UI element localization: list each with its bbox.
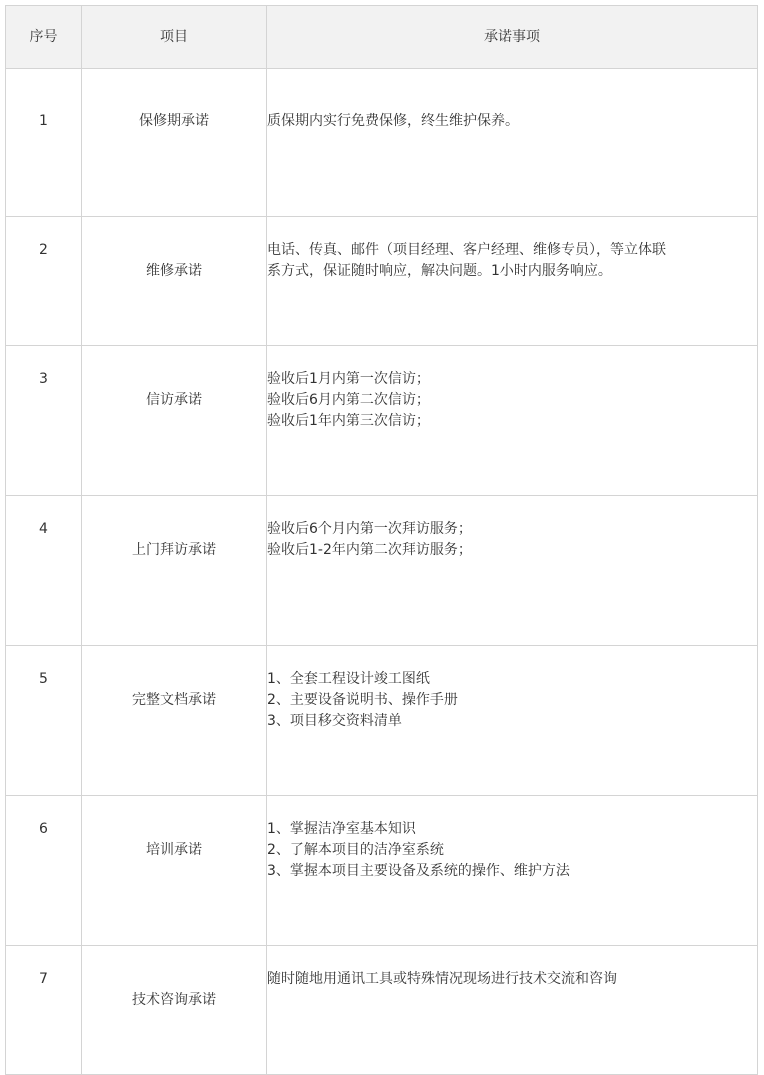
detail-line: 质保期内实行免费保修，终生维护保养。 bbox=[267, 113, 519, 129]
service-commitment-table bbox=[5, 5, 758, 1075]
detail-line: 电话、传真、邮件（项目经理、客户经理、维修专员），等立体联 bbox=[267, 242, 666, 258]
detail-line: 2、主要设备说明书、操作手册 bbox=[267, 692, 458, 708]
detail-line: 验收后6月内第二次信访； bbox=[267, 392, 430, 408]
detail-line: 验收后6个月内第一次拜访服务； bbox=[267, 521, 472, 537]
detail-line: 1、掌握洁净室基本知识 bbox=[267, 821, 416, 837]
detail-line: 2、了解本项目的洁净室系统 bbox=[267, 842, 444, 858]
row-item: 完整文档承诺 bbox=[82, 646, 267, 796]
detail-line: 验收后1月内第一次信访； bbox=[267, 371, 430, 387]
table-row bbox=[6, 796, 758, 946]
row-detail bbox=[267, 496, 758, 646]
detail-line: 随时随地用通讯工具或特殊情况现场进行技术交流和咨询 bbox=[267, 971, 617, 987]
header-detail: 承诺事项 bbox=[267, 6, 758, 69]
row-number: 7 bbox=[6, 946, 82, 1075]
row-item: 培训承诺 bbox=[82, 796, 267, 946]
header-number: 序号 bbox=[6, 6, 82, 69]
row-item: 保修期承诺 bbox=[82, 69, 267, 217]
detail-line: 1、全套工程设计竣工图纸 bbox=[267, 671, 430, 687]
row-number: 1 bbox=[6, 69, 82, 217]
row-number: 4 bbox=[6, 496, 82, 646]
row-detail bbox=[267, 69, 758, 217]
table-row bbox=[6, 946, 758, 1075]
row-detail bbox=[267, 217, 758, 346]
row-item: 技术咨询承诺 bbox=[82, 946, 267, 1075]
table-row bbox=[6, 217, 758, 346]
row-detail bbox=[267, 646, 758, 796]
row-item: 上门拜访承诺 bbox=[82, 496, 267, 646]
row-item: 信访承诺 bbox=[82, 346, 267, 496]
detail-line: 系方式，保证随时响应，解决问题。1小时内服务响应。 bbox=[267, 263, 612, 279]
header-row bbox=[6, 6, 758, 69]
detail-line: 3、项目移交资料清单 bbox=[267, 713, 402, 729]
table-row bbox=[6, 346, 758, 496]
row-number: 6 bbox=[6, 796, 82, 946]
table-body bbox=[6, 69, 758, 1075]
row-number: 2 bbox=[6, 217, 82, 346]
table-row bbox=[6, 69, 758, 217]
table-header bbox=[6, 6, 758, 69]
detail-line: 验收后1-2年内第二次拜访服务； bbox=[267, 542, 472, 558]
row-number: 3 bbox=[6, 346, 82, 496]
row-detail bbox=[267, 796, 758, 946]
header-item: 项目 bbox=[82, 6, 267, 69]
row-item: 维修承诺 bbox=[82, 217, 267, 346]
table-row bbox=[6, 646, 758, 796]
table-row bbox=[6, 496, 758, 646]
detail-line: 验收后1年内第三次信访； bbox=[267, 413, 430, 429]
row-number: 5 bbox=[6, 646, 82, 796]
row-detail bbox=[267, 946, 758, 1075]
detail-line: 3、掌握本项目主要设备及系统的操作、维护方法 bbox=[267, 863, 570, 879]
row-detail bbox=[267, 346, 758, 496]
